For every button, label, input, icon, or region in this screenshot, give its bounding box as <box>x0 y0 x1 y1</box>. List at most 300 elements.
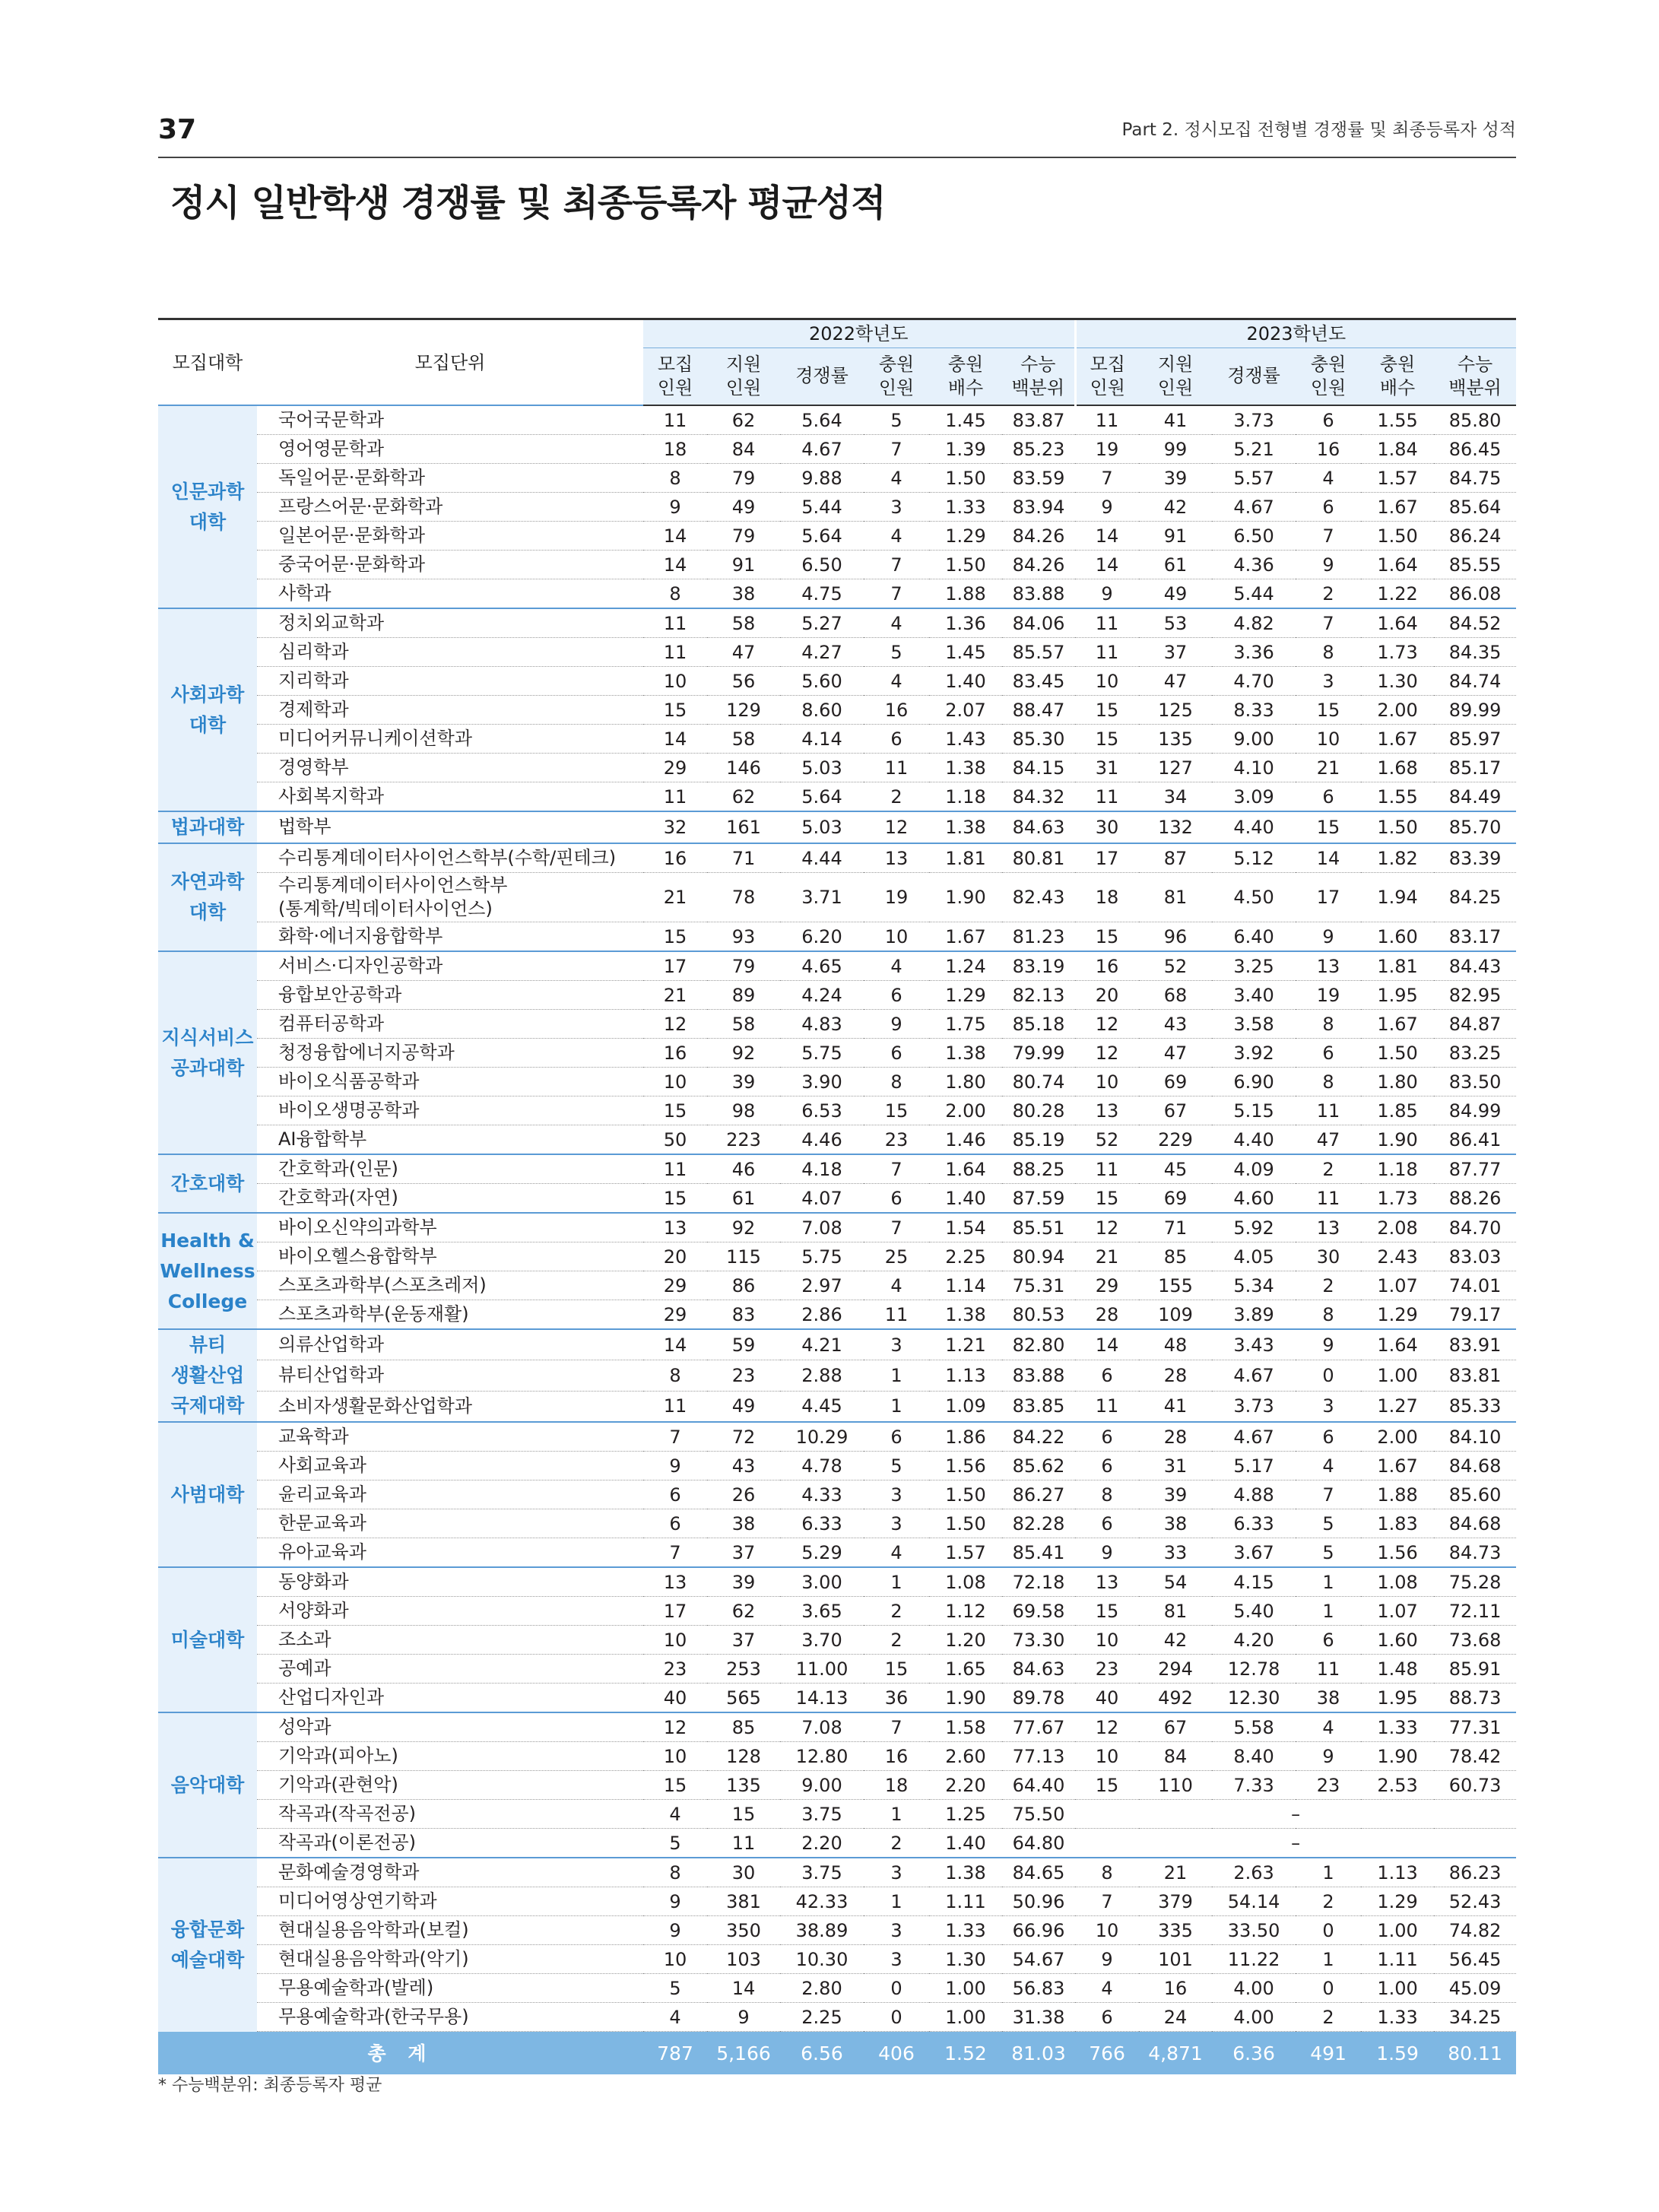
cell-2023: 5.21 <box>1212 435 1296 464</box>
cell-2022: 7 <box>643 1422 707 1452</box>
cell-2023: 3.73 <box>1212 405 1296 435</box>
cell-2022: 1.64 <box>929 1154 1002 1184</box>
cell-2023: 10 <box>1296 725 1361 754</box>
cell-2023: 85.60 <box>1434 1480 1516 1509</box>
cell-2023: 1.90 <box>1361 1742 1434 1771</box>
unit-name: 한문교육과 <box>257 1509 643 1538</box>
table-row <box>158 1829 1516 1858</box>
cell-2022: 64.40 <box>1002 1771 1075 1800</box>
table-row <box>158 1684 1516 1713</box>
cell-2023: 84.25 <box>1434 873 1516 922</box>
admission-table-container <box>158 318 1516 2074</box>
cell-2022: 9 <box>643 1916 707 1945</box>
cell-2023: 83.17 <box>1434 922 1516 952</box>
cell-2022: 2.07 <box>929 696 1002 725</box>
table-row <box>158 464 1516 493</box>
cell-2022: 1.09 <box>929 1391 1002 1422</box>
cell-2022: 1.65 <box>929 1655 1002 1684</box>
cell-2022: 12 <box>643 1010 707 1039</box>
cell-2023: 379 <box>1139 1887 1212 1916</box>
cell-2023: 86.08 <box>1434 579 1516 609</box>
subheader-2023-5: 수능 백분위 <box>1434 348 1516 406</box>
cell-2022: 1.00 <box>929 2003 1002 2032</box>
cell-2022: 23 <box>707 1360 780 1391</box>
cell-2023: 42 <box>1139 1626 1212 1655</box>
cell-2022: 6.53 <box>780 1096 864 1125</box>
cell-2023: 5.34 <box>1212 1271 1296 1300</box>
cell-2023: 6 <box>1075 1509 1139 1538</box>
college-name: Health & Wellness College <box>158 1213 257 1329</box>
cell-2022: 8 <box>643 464 707 493</box>
subheader-2023-3: 충원 인원 <box>1296 348 1361 406</box>
cell-2023: 6.90 <box>1212 1068 1296 1096</box>
cell-2023: 77.31 <box>1434 1712 1516 1742</box>
cell-2023: 1.50 <box>1361 811 1434 843</box>
cell-2022: 1.67 <box>929 922 1002 952</box>
cell-2023: 1.83 <box>1361 1509 1434 1538</box>
cell-2023: 5.15 <box>1212 1096 1296 1125</box>
cell-2022: 11 <box>643 1391 707 1422</box>
cell-2022: 11 <box>643 608 707 638</box>
cell-2023: 2.08 <box>1361 1213 1434 1242</box>
cell-2022: 14 <box>643 522 707 551</box>
cell-2022: 83.45 <box>1002 667 1075 696</box>
cell-2023: 84.73 <box>1434 1538 1516 1568</box>
cell-2023: 1.64 <box>1361 551 1434 579</box>
unit-name: 바이오신약의과학부 <box>257 1213 643 1242</box>
college-name: 인문과학 대학 <box>158 405 257 608</box>
cell-2023: 1.33 <box>1361 2003 1434 2032</box>
cell-2022: 5.64 <box>780 405 864 435</box>
cell-2022: 58 <box>707 1010 780 1039</box>
cell-2022: 72.18 <box>1002 1567 1075 1597</box>
unit-name: 기악과(관현악) <box>257 1771 643 1800</box>
table-row <box>158 1916 1516 1945</box>
cell-2022: 9 <box>643 493 707 522</box>
cell-2022: 6.33 <box>780 1509 864 1538</box>
cell-2022: 1.81 <box>929 843 1002 873</box>
cell-2022: 4 <box>864 464 929 493</box>
cell-2022: 2.20 <box>929 1771 1002 1800</box>
cell-2023: 4.67 <box>1212 493 1296 522</box>
cell-2022: 9.88 <box>780 464 864 493</box>
cell-2023: 155 <box>1139 1271 1212 1300</box>
cell-2022: 1 <box>864 1360 929 1391</box>
cell-2022: 84 <box>707 435 780 464</box>
cell-2023: 1.90 <box>1361 1125 1434 1155</box>
cell-2022: 1.25 <box>929 1800 1002 1829</box>
header-year-2023: 2023학년도 <box>1075 319 1516 348</box>
unit-name: 작곡과(이론전공) <box>257 1829 643 1858</box>
total-2023: 80.11 <box>1434 2032 1516 2075</box>
cell-2022: 49 <box>707 1391 780 1422</box>
cell-2022: 85.41 <box>1002 1538 1075 1568</box>
cell-2022: 1.50 <box>929 1480 1002 1509</box>
cell-2022: 11 <box>643 1154 707 1184</box>
unit-name: 소비자생활문화산업학과 <box>257 1391 643 1422</box>
cell-2023: 1.67 <box>1361 1010 1434 1039</box>
cell-2022: 1.40 <box>929 1184 1002 1214</box>
cell-2023: 17 <box>1075 843 1139 873</box>
cell-2022: 81.23 <box>1002 922 1075 952</box>
total-2022: 406 <box>864 2032 929 2075</box>
cell-2023: 1.95 <box>1361 1684 1434 1713</box>
cell-2023: 12.78 <box>1212 1655 1296 1684</box>
cell-2023: 68 <box>1139 981 1212 1010</box>
cell-2023: 8 <box>1296 1300 1361 1330</box>
cell-2023: 6 <box>1296 493 1361 522</box>
cell-2022: 0 <box>864 2003 929 2032</box>
cell-2022: 36 <box>864 1684 929 1713</box>
cell-2023: 13 <box>1075 1567 1139 1597</box>
cell-2023: 9 <box>1296 922 1361 952</box>
cell-2023: 335 <box>1139 1916 1212 1945</box>
cell-2023: 85 <box>1139 1242 1212 1271</box>
cell-2023: 4.20 <box>1212 1626 1296 1655</box>
table-row <box>158 1068 1516 1096</box>
cell-2023: 87 <box>1139 843 1212 873</box>
cell-2022: 2 <box>864 1626 929 1655</box>
header-unit: 모집단위 <box>257 319 643 406</box>
cell-2023: 1.80 <box>1361 1068 1434 1096</box>
cell-2022: 56 <box>707 667 780 696</box>
cell-2022: 43 <box>707 1452 780 1480</box>
table-row <box>158 922 1516 952</box>
cell-2022: 5 <box>864 405 929 435</box>
cell-2022: 1.38 <box>929 811 1002 843</box>
cell-2023: 84 <box>1139 1742 1212 1771</box>
cell-2023: 1.00 <box>1361 1974 1434 2003</box>
cell-2022: 75.31 <box>1002 1271 1075 1300</box>
cell-2022: 8 <box>643 579 707 609</box>
cell-2022: 64.80 <box>1002 1829 1075 1858</box>
cell-2022: 2.80 <box>780 1974 864 2003</box>
cell-2023: 2.00 <box>1361 696 1434 725</box>
cell-2022: 1.45 <box>929 638 1002 667</box>
cell-2023: 85.97 <box>1434 725 1516 754</box>
table-row <box>158 1039 1516 1068</box>
cell-2023: 81 <box>1139 873 1212 922</box>
cell-2023: 6 <box>1296 782 1361 812</box>
cell-2023: 85.64 <box>1434 493 1516 522</box>
college-name: 융합문화 예술대학 <box>158 1858 257 2032</box>
total-label: 총 계 <box>158 2032 643 2075</box>
cell-2022: 12 <box>864 811 929 843</box>
cell-2022: 58 <box>707 608 780 638</box>
subheader-2022-3: 충원 인원 <box>864 348 929 406</box>
unit-name: 바이오식품공학과 <box>257 1068 643 1096</box>
cell-2022: 75.50 <box>1002 1800 1075 1829</box>
cell-2022: 1.33 <box>929 493 1002 522</box>
cell-2022: 42.33 <box>780 1887 864 1916</box>
cell-2022: 4.75 <box>780 579 864 609</box>
cell-2022: 9 <box>643 1887 707 1916</box>
header-college: 모집대학 <box>158 319 257 406</box>
table-row <box>158 2003 1516 2032</box>
cell-2022: 88.25 <box>1002 1154 1075 1184</box>
table-row <box>158 1655 1516 1684</box>
total-2023: 491 <box>1296 2032 1361 2075</box>
cell-2022: 10 <box>864 922 929 952</box>
cell-2022: 80.53 <box>1002 1300 1075 1330</box>
cell-2023: 15 <box>1296 811 1361 843</box>
cell-2023: 9 <box>1075 579 1139 609</box>
cell-2022: 80.94 <box>1002 1242 1075 1271</box>
college-name: 사범대학 <box>158 1422 257 1567</box>
cell-2022: 10 <box>643 667 707 696</box>
cell-2023: 1.84 <box>1361 435 1434 464</box>
cell-2022: 71 <box>707 843 780 873</box>
cell-2022: 80.81 <box>1002 843 1075 873</box>
cell-2022: 7 <box>864 1712 929 1742</box>
cell-2023: 16 <box>1296 435 1361 464</box>
cell-2023: 99 <box>1139 435 1212 464</box>
unit-name: 간호학과(인문) <box>257 1154 643 1184</box>
cell-2022: 29 <box>643 754 707 782</box>
cell-2023: 11 <box>1296 1184 1361 1214</box>
table-row <box>158 1887 1516 1916</box>
cell-2023: 31 <box>1139 1452 1212 1480</box>
cell-2023: 2 <box>1296 1154 1361 1184</box>
cell-2023: 85.80 <box>1434 405 1516 435</box>
cell-2023: 85.91 <box>1434 1655 1516 1684</box>
cell-2023: 19 <box>1296 981 1361 1010</box>
cell-2022: 62 <box>707 782 780 812</box>
cell-2022: 88.47 <box>1002 696 1075 725</box>
table-row <box>158 1452 1516 1480</box>
cell-2022: 83.88 <box>1002 1360 1075 1391</box>
cell-2022: 14 <box>707 1974 780 2003</box>
cell-2022: 29 <box>643 1300 707 1330</box>
table-row <box>158 754 1516 782</box>
cell-2022: 5.75 <box>780 1039 864 1068</box>
cell-2022: 30 <box>707 1858 780 1887</box>
cell-2023: 16 <box>1075 951 1139 981</box>
cell-2022: 6 <box>864 1039 929 1068</box>
cell-2023: 12 <box>1075 1712 1139 1742</box>
cell-2023: 52 <box>1139 951 1212 981</box>
cell-2023: 3.67 <box>1212 1538 1296 1568</box>
cell-2022: 4 <box>643 2003 707 2032</box>
cell-2022: 3.75 <box>780 1800 864 1829</box>
cell-2022: 62 <box>707 1597 780 1626</box>
cell-2022: 4.83 <box>780 1010 864 1039</box>
cell-2022: 83.87 <box>1002 405 1075 435</box>
cell-2022: 31.38 <box>1002 2003 1075 2032</box>
cell-2022: 1.33 <box>929 1916 1002 1945</box>
table-row <box>158 873 1516 922</box>
cell-2022: 1.21 <box>929 1329 1002 1360</box>
cell-2023: 9 <box>1075 493 1139 522</box>
cell-2022: 10 <box>643 1945 707 1974</box>
cell-2023: 43 <box>1139 1010 1212 1039</box>
cell-2022: 80.28 <box>1002 1096 1075 1125</box>
cell-2023: 1.00 <box>1361 1916 1434 1945</box>
cell-2022: 11.00 <box>780 1655 864 1684</box>
cell-2023: 1.27 <box>1361 1391 1434 1422</box>
cell-2022: 87.59 <box>1002 1184 1075 1214</box>
cell-2022: 4 <box>864 608 929 638</box>
cell-2023: 21 <box>1296 754 1361 782</box>
cell-2023: 4.67 <box>1212 1422 1296 1452</box>
cell-2023: 4.67 <box>1212 1360 1296 1391</box>
cell-2022: 89 <box>707 981 780 1010</box>
table-row <box>158 1945 1516 1974</box>
table-row <box>158 667 1516 696</box>
cell-2023: 38 <box>1296 1684 1361 1713</box>
cell-2023: 5.92 <box>1212 1213 1296 1242</box>
table-row <box>158 435 1516 464</box>
cell-2022: 16 <box>864 696 929 725</box>
cell-2023: 74.01 <box>1434 1271 1516 1300</box>
cell-2022: 1.50 <box>929 464 1002 493</box>
cell-2023: 0 <box>1296 1974 1361 2003</box>
unit-name: 사회복지학과 <box>257 782 643 812</box>
cell-2022: 4 <box>864 522 929 551</box>
cell-2022: 79 <box>707 522 780 551</box>
cell-2023: 3.73 <box>1212 1391 1296 1422</box>
cell-2022: 1.88 <box>929 579 1002 609</box>
cell-2022: 37 <box>707 1538 780 1568</box>
cell-2023: 30 <box>1075 811 1139 843</box>
cell-2023: 73.68 <box>1434 1626 1516 1655</box>
cell-2022: 6 <box>864 1184 929 1214</box>
unit-name: 윤리교육과 <box>257 1480 643 1509</box>
cell-2022: 38 <box>707 579 780 609</box>
cell-2023: 83.81 <box>1434 1360 1516 1391</box>
cell-2022: 25 <box>864 1242 929 1271</box>
cell-2022: 66.96 <box>1002 1916 1075 1945</box>
cell-2023: 83.03 <box>1434 1242 1516 1271</box>
unit-name: 바이오생명공학과 <box>257 1096 643 1125</box>
cell-2023: 1.95 <box>1361 981 1434 1010</box>
cell-2022: 2.60 <box>929 1742 1002 1771</box>
cell-2023: 1.50 <box>1361 1039 1434 1068</box>
cell-2023: 4.36 <box>1212 551 1296 579</box>
unit-name: 사회교육과 <box>257 1452 643 1480</box>
cell-2022: 58 <box>707 725 780 754</box>
cell-2022: 3.71 <box>780 873 864 922</box>
cell-2022: 0 <box>864 1974 929 2003</box>
running-head: Part 2. 정시모집 전형별 경쟁률 및 최종등록자 성적 <box>1121 120 1516 140</box>
cell-2023: 4.09 <box>1212 1154 1296 1184</box>
cell-2023: 75.28 <box>1434 1567 1516 1597</box>
cell-2023: 3.36 <box>1212 638 1296 667</box>
cell-2022: 16 <box>643 1039 707 1068</box>
cell-2023: 15 <box>1075 1771 1139 1800</box>
subheader-2023-0: 모집 인원 <box>1075 348 1139 406</box>
cell-2022: 9 <box>643 1452 707 1480</box>
cell-2022: 16 <box>864 1742 929 1771</box>
cell-2022: 4.65 <box>780 951 864 981</box>
cell-2022: 83 <box>707 1300 780 1330</box>
unit-name: 지리학과 <box>257 667 643 696</box>
cell-2023: 1.00 <box>1361 1360 1434 1391</box>
subheader-2022-4: 충원 배수 <box>929 348 1002 406</box>
page-title: 정시 일반학생 경쟁률 및 최종등록자 평균성적 <box>170 182 886 224</box>
cell-2022: 1.12 <box>929 1597 1002 1626</box>
cell-2023: 53 <box>1139 608 1212 638</box>
cell-2023: 6.50 <box>1212 522 1296 551</box>
cell-2023: 23 <box>1296 1771 1361 1800</box>
cell-2023: 1.56 <box>1361 1538 1434 1568</box>
cell-2022: 5 <box>643 1829 707 1858</box>
cell-2022: 15 <box>864 1655 929 1684</box>
cell-2022: 1 <box>864 1800 929 1829</box>
cell-2022: 85.57 <box>1002 638 1075 667</box>
cell-2023: 4 <box>1296 1712 1361 1742</box>
table-row <box>158 1422 1516 1452</box>
cell-2022: 4 <box>864 951 929 981</box>
cell-2023: 229 <box>1139 1125 1212 1155</box>
cell-2022: 3.90 <box>780 1068 864 1096</box>
cell-2023: 85.33 <box>1434 1391 1516 1422</box>
cell-2023: 1.81 <box>1361 951 1434 981</box>
table-row <box>158 1974 1516 2003</box>
cell-2022: 565 <box>707 1684 780 1713</box>
cell-2022: 3 <box>864 1916 929 1945</box>
unit-name: 프랑스어문·문화학과 <box>257 493 643 522</box>
cell-2022: 14.13 <box>780 1684 864 1713</box>
cell-2022: 83.59 <box>1002 464 1075 493</box>
cell-2022: 72 <box>707 1422 780 1452</box>
cell-2023: 21 <box>1075 1242 1139 1271</box>
cell-2023: 84.49 <box>1434 782 1516 812</box>
cell-2022: 1.36 <box>929 608 1002 638</box>
cell-2022: 59 <box>707 1329 780 1360</box>
table-row <box>158 1096 1516 1125</box>
cell-2022: 4 <box>864 667 929 696</box>
subheader-2023-1: 지원 인원 <box>1139 348 1212 406</box>
unit-name: 서양화과 <box>257 1597 643 1626</box>
cell-2023: 1.67 <box>1361 1452 1434 1480</box>
cell-2022: 14 <box>643 725 707 754</box>
cell-2022: 47 <box>707 638 780 667</box>
cell-2022: 3.70 <box>780 1626 864 1655</box>
cell-2023: 1 <box>1296 1945 1361 1974</box>
cell-2022: 5.29 <box>780 1538 864 1568</box>
cell-2023: 83.25 <box>1434 1039 1516 1068</box>
cell-2022: 350 <box>707 1916 780 1945</box>
cell-2023: 33.50 <box>1212 1916 1296 1945</box>
college-name: 지식서비스 공과대학 <box>158 951 257 1154</box>
cell-2023: 88.73 <box>1434 1684 1516 1713</box>
college-name: 법과대학 <box>158 811 257 843</box>
cell-2022: 1.24 <box>929 951 1002 981</box>
cell-2022: 2.25 <box>929 1242 1002 1271</box>
cell-2023: 4.00 <box>1212 1974 1296 2003</box>
cell-2023: 11 <box>1075 638 1139 667</box>
cell-2022: 86 <box>707 1271 780 1300</box>
cell-2022: 2.00 <box>929 1096 1002 1125</box>
subheader-2022-1: 지원 인원 <box>707 348 780 406</box>
cell-2023: 1.50 <box>1361 522 1434 551</box>
cell-2022: 84.22 <box>1002 1422 1075 1452</box>
unit-name: 작곡과(작곡전공) <box>257 1800 643 1829</box>
table-row <box>158 1271 1516 1300</box>
cell-2022: 7 <box>864 579 929 609</box>
cell-2022: 3 <box>864 1329 929 1360</box>
cell-2023: 67 <box>1139 1712 1212 1742</box>
cell-2022: 89.78 <box>1002 1684 1075 1713</box>
cell-2023: 9 <box>1075 1538 1139 1568</box>
total-2022: 6.56 <box>780 2032 864 2075</box>
unit-name: 의류산업학과 <box>257 1329 643 1360</box>
cell-2022: 1.45 <box>929 405 1002 435</box>
cell-2022: 8 <box>643 1858 707 1887</box>
cell-2022: 4 <box>643 1800 707 1829</box>
cell-2022: 5 <box>864 638 929 667</box>
